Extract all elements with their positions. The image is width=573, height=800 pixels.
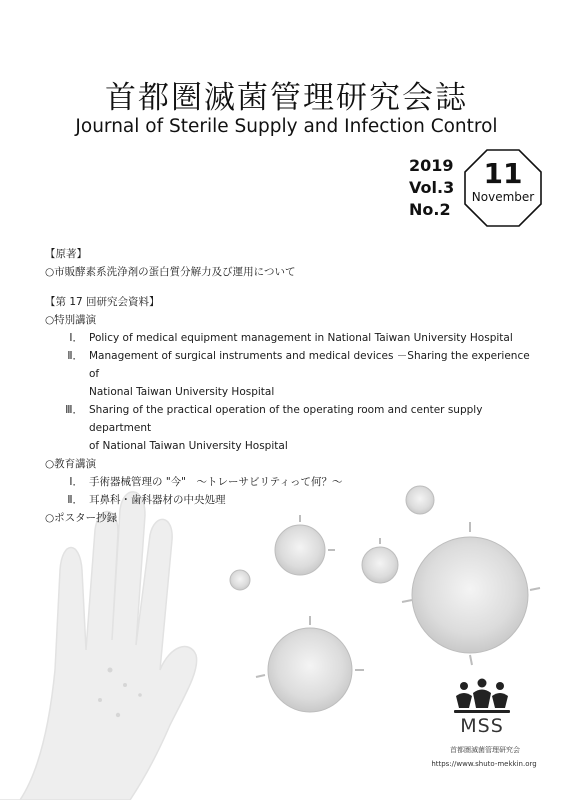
item-text: National Taiwan University Hospital bbox=[89, 386, 275, 398]
issue-info bbox=[409, 155, 454, 221]
original-article-item: ○市販酵素系洗浄剤の蛋白質分解力及び運用について bbox=[45, 266, 296, 278]
poster-abstracts-heading: ○ポスター抄録 bbox=[45, 512, 118, 524]
item-number: Ⅲ． bbox=[65, 404, 83, 416]
website-url[interactable]: https://www.shuto-mekkin.org bbox=[431, 760, 537, 768]
logo-abbreviation: MSS bbox=[460, 715, 504, 737]
issue-month-number: 11 bbox=[483, 157, 523, 190]
item-text: 手術器械管理の "今" ～トレーサビリティって何？～ bbox=[89, 476, 343, 488]
item-number: Ⅰ． bbox=[69, 476, 83, 488]
item-text: Policy of medical equipment management in National Taiwan University Hospital bbox=[89, 332, 513, 344]
item-number: Ⅱ． bbox=[67, 350, 83, 362]
item-text: Management of surgical instruments and medical devices －Sharing the experience of bbox=[89, 350, 530, 380]
educational-lecture-heading: ○教育講演 bbox=[45, 458, 97, 470]
logo-organization-name: 首都圏滅菌管理研究会 bbox=[450, 746, 520, 754]
mss-logo-icon bbox=[452, 678, 512, 718]
original-article-heading: 【原著】 bbox=[45, 248, 87, 260]
educational-lecture-item bbox=[45, 491, 535, 509]
journal-title-japanese: 首都圏滅菌管理研究会誌 bbox=[105, 80, 468, 116]
special-lecture-item bbox=[45, 347, 535, 401]
issue-number: No.2 bbox=[409, 200, 451, 219]
issue-year: 2019 bbox=[409, 156, 454, 175]
issue-month-name: November bbox=[471, 190, 535, 204]
item-text: Sharing of the practical operation of the operating room and center supply department bbox=[89, 404, 483, 434]
educational-lecture-item bbox=[45, 473, 535, 491]
table-of-contents bbox=[45, 245, 535, 527]
issue-volume: Vol.3 bbox=[409, 178, 455, 197]
item-number: Ⅰ． bbox=[69, 332, 83, 344]
meeting-materials-heading: 【第 17 回研究会資料】 bbox=[45, 296, 160, 308]
item-text: of National Taiwan University Hospital bbox=[89, 440, 288, 452]
journal-title-english: Journal of Sterile Supply and Infection Control bbox=[75, 116, 498, 137]
special-lecture-item bbox=[45, 329, 535, 347]
item-text: 耳鼻科・歯科器材の中央処理 bbox=[89, 494, 226, 506]
item-number: Ⅱ． bbox=[67, 494, 83, 506]
special-lecture-heading: ○特別講演 bbox=[45, 314, 97, 326]
special-lecture-item bbox=[45, 401, 535, 455]
